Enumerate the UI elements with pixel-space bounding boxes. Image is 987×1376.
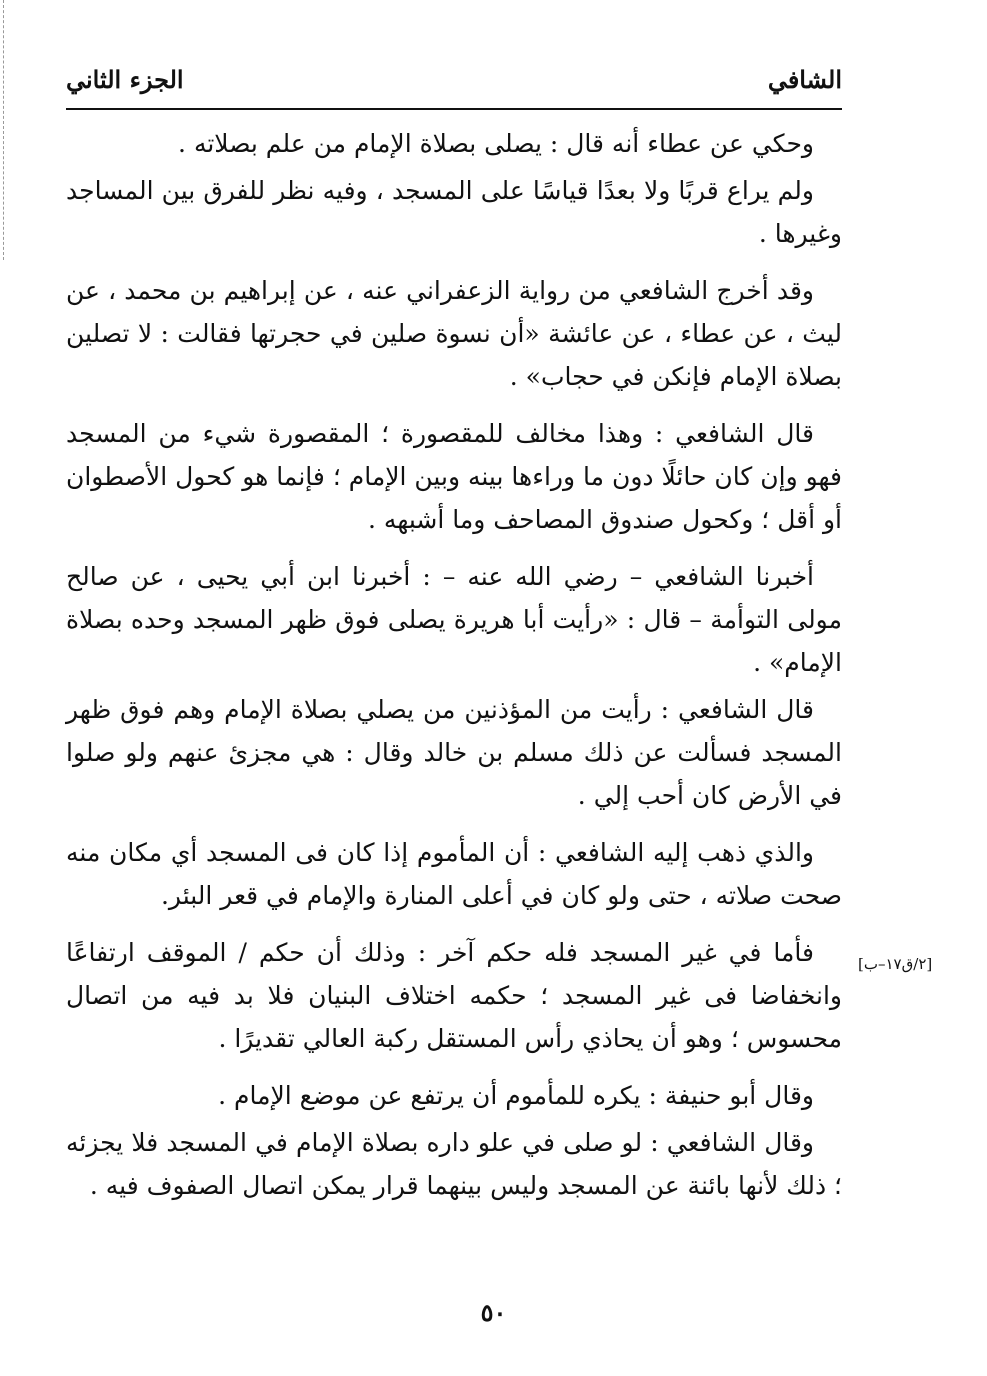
paragraph: ولم يراع قربًا ولا بعدًا قياسًا على المسجد ، وفيه نظر للفرق بين المساجد وغيرها . [66, 176, 842, 248]
paragraph: والذي ذهب إليه الشافعي : أن المأموم إذا كان فى المسجد أي مكان منه صحت صلاته ، حتى ولو كان في أعلى المنارة والإمام في قعر البئر. [66, 838, 842, 910]
manuscript-folio-note: [٢/ق١٧–ب] [858, 955, 933, 973]
header-rule [66, 108, 842, 110]
paragraph: وقال الشافعي : لو صلى في علو داره بصلاة الإمام في المسجد فلا يجزئه ؛ ذلك لأنها بائنة عن المسجد وليس بينهما قرار يمكن اتصال الصفوف فيه . [66, 1128, 842, 1200]
header-volume-title: الجزء الثاني [66, 64, 184, 94]
paragraph: وقد أخرج الشافعي من رواية الزعفراني عنه ، عن إبراهيم بن محمد ، عن ليث ، عن عطاء ، عن عائشة «أن نسوة صلين في حجرتها فقالت : لا تصلين بصلاة الإمام فإنكن في حجاب» . [66, 276, 842, 391]
paragraph: وحكي عن عطاء أنه قال : يصلى بصلاة الإمام من علم بصلاته . [178, 129, 814, 158]
paragraph: قال الشافعي : وهذا مخالف للمقصورة ؛ المقصورة شيء من المسجد فهو وإن كان حائلًا دون ما وراءها بينه وبين الإمام ؛ فإنما هو كحول الأصطوان أو أقل ؛ وكحول صندوق المصاحف وما أشبهه . [66, 419, 842, 534]
main-text [66, 122, 842, 1221]
header-book-title: الشافي [767, 64, 842, 94]
page-number: ٥٠ [480, 1298, 507, 1327]
scan-edge-mark [3, 0, 5, 260]
paragraph: وقال أبو حنيفة : يكره للمأموم أن يرتفع عن موضع الإمام . [218, 1081, 814, 1110]
paragraph: قال الشافعي : رأيت من المؤذنين من يصلي بصلاة الإمام وهم فوق ظهر المسجد فسألت عن ذلك مسلم بن خالد وقال : هي مجزئ عنهم ولو صلوا في الأرض كان أحب إلي . [66, 695, 842, 810]
paragraph: فأما في غير المسجد فله حكم آخر : وذلك أن حكم / الموقف ارتفاعًا وانخفاضا فى غير المسجد ؛ حكمه اختلاف البنيان فلا بد فيه من اتصال محسوس ؛ وهو أن يحاذي رأس المستقل ركبة العالي تقديرًا . [66, 938, 842, 1053]
paragraph: أخبرنا الشافعي – رضي الله عنه – : أخبرنا ابن أبي يحيى ، عن صالح مولى التوأمة – قال : «رأيت أبا هريرة يصلى فوق ظهر المسجد وحده بصلاة الإمام» . [66, 562, 842, 677]
running-header [66, 56, 842, 102]
